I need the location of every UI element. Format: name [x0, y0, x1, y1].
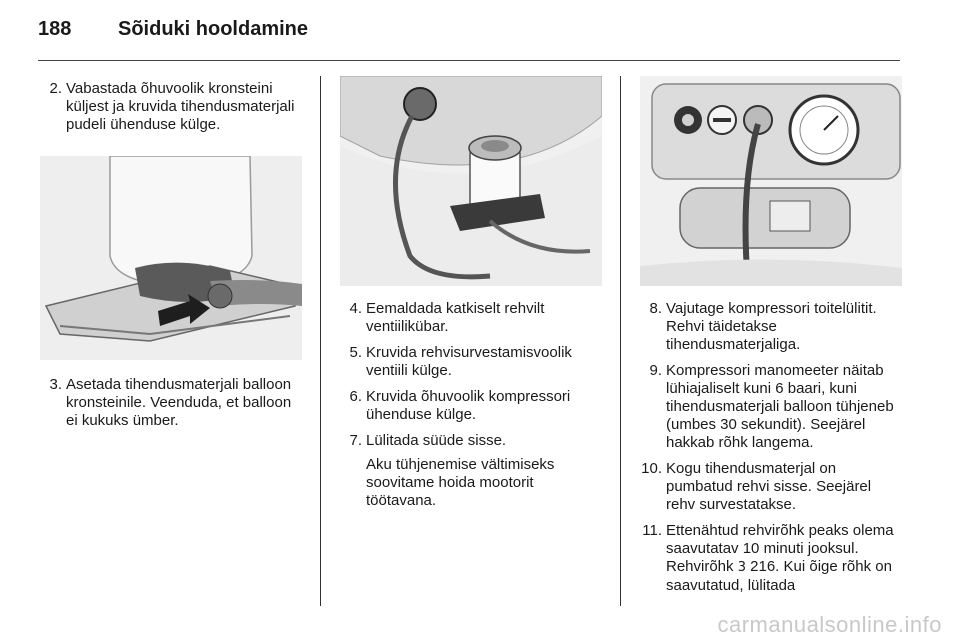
step-number: 11. [642, 522, 662, 539]
step-8 [638, 300, 904, 354]
page-header [0, 0, 960, 60]
step-note: Aku tühjenemise vältimiseks soovitame hoida mootorit töötavana. [366, 456, 555, 509]
column-1 [42, 80, 304, 142]
step-text: Eemaldada katkiselt rehvilt ventiilikübar. [366, 300, 545, 335]
step-9 [638, 362, 904, 452]
step-11 [638, 522, 904, 595]
step-text: Asetada tihendusmaterjali balloon kronsteinile. Veenduda, et balloon ei kukuks ümber. [66, 376, 292, 429]
step-4 [342, 300, 604, 336]
column-divider-1 [320, 76, 321, 606]
step-text: Kruvida õhuvoolik kompressori ühenduse külge. [366, 388, 571, 423]
figure-sealant-bottle-bracket [40, 156, 302, 360]
step-7 [342, 432, 604, 510]
step-3 [42, 376, 304, 430]
page-reference-text: 216. Kui õige rõhk on saavutatud, lülitada [666, 558, 892, 594]
column-1-lower [42, 376, 304, 438]
step-number: 4. [349, 300, 362, 317]
column-2 [342, 300, 604, 518]
column-divider-2 [620, 76, 621, 606]
step-text-before: Ettenähtud rehvirõhk peaks olema saavutatav 10 minuti jooksul. Rehvirõhk [666, 522, 894, 575]
step-number: 5. [349, 344, 362, 361]
step-number: 8. [649, 300, 662, 317]
step-6 [342, 388, 604, 424]
step-number: 10. [641, 460, 662, 477]
step-number: 3. [49, 376, 62, 393]
step-number: 7. [349, 432, 362, 449]
step-number: 6. [349, 388, 362, 405]
step-text: Kruvida rehvisurvestamisvoolik ventiili külge. [366, 344, 572, 379]
step-number: 2. [49, 80, 62, 97]
figure-compressor-hose-tyre [340, 76, 602, 286]
step-2 [42, 80, 304, 134]
step-text: Vajutage kompressori toitelülitit. Rehvi täidetakse tihendusmaterjaliga. [666, 300, 877, 353]
step-text [666, 522, 904, 595]
step-10 [638, 460, 904, 514]
figure-compressor-panel [640, 76, 902, 286]
step-text: Kogu tihendusmaterjal on pumbatud rehvi sisse. Seejärel rehv survestatakse. [666, 460, 872, 513]
column-3 [638, 300, 904, 603]
header-rule [38, 60, 900, 61]
site-watermark: carmanualsonline.info [717, 612, 942, 637]
step-text: Kompressori manomeeter näitab lühiajaliselt kuni 6 baari, kuni tihendusmaterjali balloon tühjeneb (umbes 30 sekundit). Seejärel hakkab rõhk langema. [666, 362, 894, 451]
step-number: 9. [649, 362, 662, 379]
step-text: Vabastada õhuvoolik kronsteini küljest ja kruvida tihendusmaterjali pudeli ühenduse külge. [66, 80, 295, 133]
page-reference-icon: 3 [737, 560, 746, 575]
page-number: 188 [38, 18, 72, 40]
step-5 [342, 344, 604, 380]
page-title: Sõiduki hooldamine [118, 18, 309, 40]
step-text: Lülitada süüde sisse. [366, 432, 507, 449]
